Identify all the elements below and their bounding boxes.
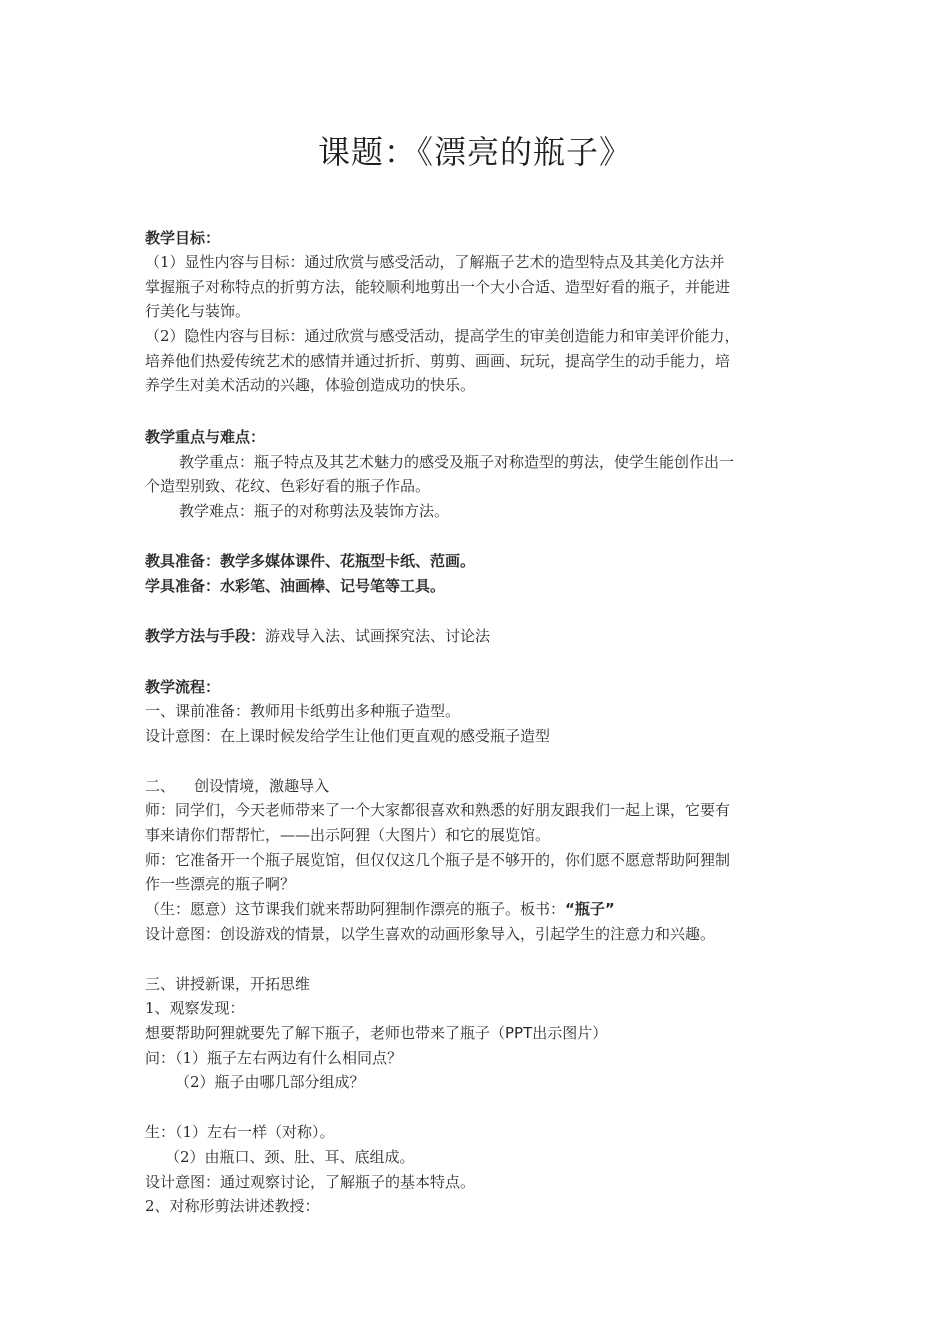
question-1: 问：（1）瓶子左右两边有什么相同点？ bbox=[145, 1049, 403, 1067]
difficulty-line: 教学难点：瓶子的对称剪法及装饰方法。 bbox=[179, 502, 450, 520]
page-title: 课题：《漂亮的瓶子》 bbox=[317, 133, 632, 171]
step2-line-3: 师：它准备开一个瓶子展览馆，但仅仅这几个瓶子是不够开的，你们愿不愿意帮助阿狸制 bbox=[145, 851, 731, 869]
board-word: “瓶子” bbox=[565, 900, 615, 918]
step3-design: 设计意图：通过观察讨论，了解瓶子的基本特点。 bbox=[145, 1173, 476, 1191]
goals-heading: 教学目标： bbox=[145, 229, 221, 247]
question-2: （2）瓶子由哪几部分组成？ bbox=[175, 1073, 365, 1091]
step3-sub2: 2、对称形剪法讲述教授： bbox=[145, 1197, 320, 1215]
step1-line-2: 设计意图：在上课时候发给学生让他们更直观的感受瓶子造型 bbox=[145, 727, 551, 745]
step3-heading: 三、讲授新课，开拓思维 bbox=[145, 975, 311, 993]
goal-2-line-2: 培养他们热爱传统艺术的感情并通过折折、剪剪、画画、玩玩，提高学生的动手能力，培 bbox=[145, 352, 731, 370]
step2-line-4: 作一些漂亮的瓶子啊？ bbox=[145, 875, 296, 893]
step3-intro bbox=[145, 1021, 815, 1046]
step2-line-2: 事来请你们帮帮忙，——出示阿狸（大图片）和它的展览馆。 bbox=[145, 826, 551, 844]
answer-1: 生：（1）左右一样（对称）。 bbox=[145, 1123, 335, 1141]
goal-2-line-1: （2）隐性内容与目标：通过欣赏与感受活动，提高学生的审美创造能力和审美评价能力， bbox=[145, 327, 740, 345]
intro-text-b: 出示图片） bbox=[532, 1024, 608, 1042]
step2-line-1: 师：同学们，今天老师带来了一个大家都很喜欢和熟悉的好朋友跟我们一起上课，它要有 bbox=[145, 801, 731, 819]
keys-heading: 教学重点与难点： bbox=[145, 428, 266, 446]
intro-ppt: PPT bbox=[505, 1024, 533, 1042]
step2-heading: 二、 创设情境，激趣导入 bbox=[145, 777, 330, 795]
teacher-prep: 教具准备：教学多媒体课件、花瓶型卡纸、范画。 bbox=[145, 552, 476, 570]
focus-line-2: 个造型别致、花纹、色彩好看的瓶子作品。 bbox=[145, 477, 431, 495]
goal-2-line-3: 养学生对美术活动的兴趣，体验创造成功的快乐。 bbox=[145, 376, 476, 394]
intro-text-a: 想要帮助阿狸就要先了解下瓶子，老师也带来了瓶子（ bbox=[145, 1024, 506, 1042]
process-heading: 教学流程： bbox=[145, 678, 221, 696]
step2-board-line bbox=[145, 897, 815, 922]
answer-2: （2）由瓶口、颈、肚、耳、底组成。 bbox=[165, 1148, 415, 1166]
method-line bbox=[145, 624, 815, 649]
board-text: （生：愿意）这节课我们就来帮助阿狸制作漂亮的瓶子。板书： bbox=[145, 900, 566, 918]
method-text: 游戏导入法、试画探究法、讨论法 bbox=[265, 627, 491, 645]
method-label: 教学方法与手段： bbox=[145, 627, 266, 645]
goal-1-line-1: （1）显性内容与目标：通过欣赏与感受活动，了解瓶子艺术的造型特点及其美化方法并 bbox=[145, 253, 725, 271]
step1-line-1: 一、课前准备：教师用卡纸剪出多种瓶子造型。 bbox=[145, 702, 461, 720]
step3-sub1: 1、观察发现： bbox=[145, 999, 245, 1017]
focus-line-1: 教学重点：瓶子特点及其艺术魅力的感受及瓶子对称造型的剪法，使学生能创作出一 bbox=[179, 453, 735, 471]
student-prep: 学具准备：水彩笔、油画棒、记号笔等工具。 bbox=[145, 577, 446, 595]
step2-design: 设计意图：创设游戏的情景，以学生喜欢的动画形象导入，引起学生的注意力和兴趣。 bbox=[145, 925, 716, 943]
goal-1-line-2: 掌握瓶子对称特点的折剪方法，能较顺利地剪出一个大小合适、造型好看的瓶子，并能进 bbox=[145, 278, 731, 296]
goal-1-line-3: 行美化与装饰。 bbox=[145, 302, 251, 320]
